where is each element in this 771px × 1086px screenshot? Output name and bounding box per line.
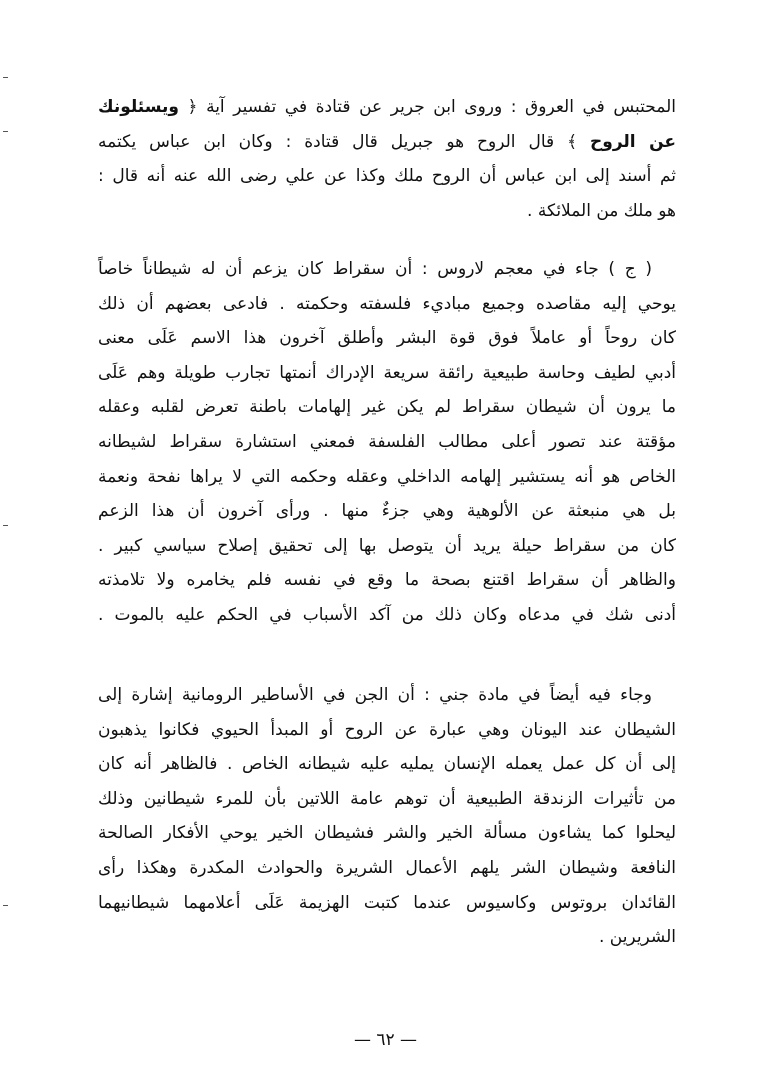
text-line: بل هي منبعثة عن الألوهية وهي جزءٌ منها . ورأى آخرون أن هذا الزعم <box>98 501 676 522</box>
text-line: ثم أسند إلى ابن عباس أن الروح ملك وكذا عن علي رضى الله عنه أنه قال : <box>98 166 676 187</box>
text-line: الخاص هو أنه يستشير إلهامه الداخلي وعقله وحكمه التي لا يراها نفحة ونعمة <box>98 466 676 487</box>
text-line: مؤقتة عند تصور أعلى مطالب الفلسفة فمعني استشارة سقراط لشيطانه <box>98 431 676 452</box>
quran-phrase: ويسئلونك <box>98 97 179 117</box>
text-line: أدنى شك في مدعاه وكان ذلك من آكد الأسباب في الحكم عليه بالموت . <box>98 604 676 625</box>
quran-phrase: عن الروح <box>590 131 677 152</box>
paragraph-1 <box>98 90 676 228</box>
text-line: النافعة وشيطان الشر يلهم الأعمال الشريرة والحوادث المكدرة وهكذا رأى <box>98 857 676 878</box>
text-line: كان روحاً أو عاملاً فوق قوة البشر وأطلق آخرون هذا الاسم عَلَى معنى <box>98 328 676 349</box>
text-line: ما يرون أن شيطان سقراط لم يكن غير إلهامات باطنة تعرض لقلبه وعقله <box>98 397 676 418</box>
paragraph-2 <box>98 252 676 633</box>
text-line: الشيطان عند اليونان وهي عبارة عن الروح أو المبدأ الحيوي فكانوا يذهبون <box>98 719 676 740</box>
margin-mark <box>3 525 8 526</box>
text-line: عن الروح ﴾ قال الروح هو جبريل قال قتادة : وكان ابن عباس يكتمه <box>98 131 677 152</box>
text-line: كان من سقراط حيلة يريد أن يتوصل بها إلى تحقيق إصلاح سياسي كبير . <box>98 535 676 556</box>
text-line: المحتبس في العروق : وروى ابن جرير عن قتادة في تفسير آية ﴿ ويسئلونك <box>98 97 676 117</box>
text-line: الشريرين . <box>598 927 676 948</box>
text-line: والظاهر أن سقراط اقتنع بصحة ما وقع في نفسه فلم يخامره ولا تلامذته <box>98 570 676 591</box>
text-line: يوحي إليه مقاصده وجميع مباديء فلسفته وحكمته . فادعى بعضهم أن ذلك <box>98 293 676 314</box>
text-line: القائدان بروتوس وكاسيوس عندما كتبت الهزيمة عَلَى أعلامهما شيطانيهما <box>98 892 676 913</box>
paragraph-3 <box>98 678 676 955</box>
text-line: وجاء فيه أيضاً في مادة جني : أن الجن في الأساطير الرومانية إشارة إلى <box>98 685 652 705</box>
text-line: ( ج ) جاء في معجم لاروس : أن سقراط كان يزعم أن له شيطاناً خاصاً <box>98 259 652 279</box>
page-number: — ٦٢ — <box>353 1030 418 1050</box>
margin-mark <box>3 77 8 78</box>
text-line: إلى أن كل عمل يعمله الإنسان يمليه عليه شيطانه الخاص . فالظاهر أنه كان <box>98 754 676 775</box>
text-line: أدبي لطيف وحاسة طبيعية رائقة سريعة الإدراك أنمتها تجارب طويلة وهم عَلَى <box>98 362 676 383</box>
text-line: من تأثيرات الزندقة الطبيعية أن توهم عامة اللاتين بأن للمرء شيطانين وذلك <box>98 788 676 809</box>
text-line: هو ملك من الملائكة . <box>527 200 676 221</box>
margin-mark <box>3 905 8 906</box>
margin-mark <box>3 131 8 132</box>
text-line: ليحلوا كما يشاءون مسألة الخير والشر فشيطان الخير يوحي الأفكار الصالحة <box>98 823 676 844</box>
